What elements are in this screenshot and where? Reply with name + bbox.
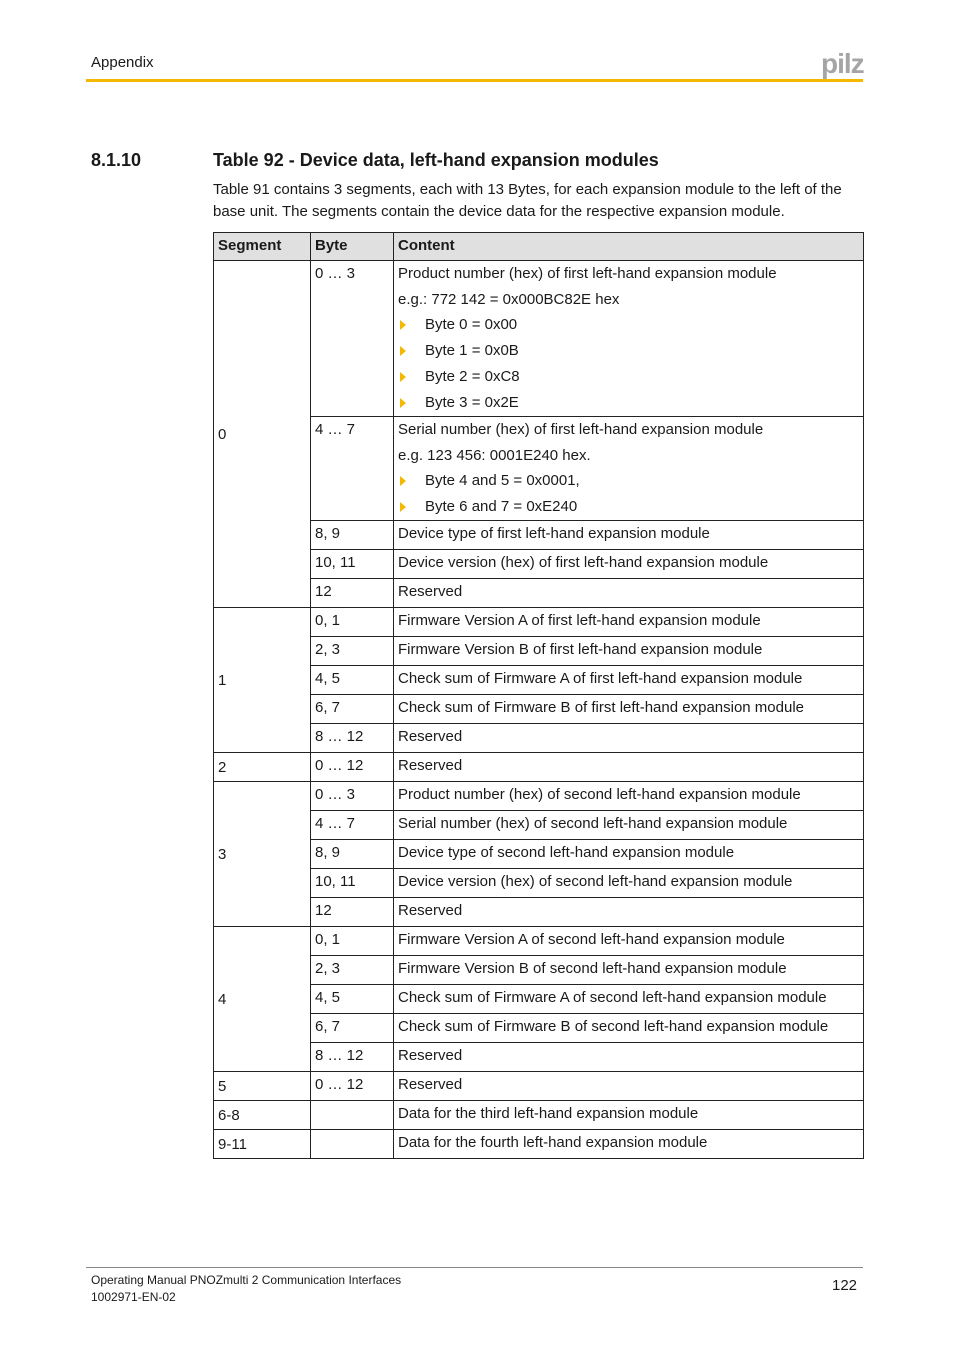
- bullet-arrow-icon: [400, 398, 406, 408]
- byte-cell: 8, 9: [311, 521, 394, 550]
- table-row: [214, 927, 864, 956]
- content-line: Firmware Version B of first left-hand expansion module: [398, 641, 763, 658]
- byte-cell: 4 … 7: [311, 417, 394, 521]
- content-cell: [394, 637, 864, 666]
- table-row: [214, 1130, 864, 1159]
- table-row: [214, 811, 864, 840]
- bullet-text: Byte 3 = 0x2E: [425, 394, 519, 411]
- bullet-arrow-icon: [400, 372, 406, 382]
- content-cell: [394, 811, 864, 840]
- content-cell: [394, 869, 864, 898]
- content-cell: [394, 898, 864, 927]
- content-line: Device type of second left-hand expansion module: [398, 844, 735, 861]
- content-line: Device type of first left-hand expansion module: [398, 525, 710, 542]
- bullet-item: [398, 468, 859, 494]
- bullet-arrow-icon: [400, 476, 406, 486]
- footer-doc-number: 1002971-EN-02: [91, 1290, 176, 1304]
- content-cell: [394, 550, 864, 579]
- byte-cell: 2, 3: [311, 956, 394, 985]
- content-cell: [394, 753, 864, 782]
- content-cell: [394, 1043, 864, 1072]
- content-line: Firmware Version B of second left-hand expansion module: [398, 960, 787, 977]
- content-cell: [394, 417, 864, 521]
- content-cell: [394, 1130, 864, 1159]
- table-row: [214, 579, 864, 608]
- content-cell: [394, 1072, 864, 1101]
- content-line: Data for the fourth left-hand expansion module: [398, 1134, 708, 1151]
- table-row: [214, 782, 864, 811]
- content-cell: [394, 666, 864, 695]
- header-content: Content: [394, 233, 864, 261]
- segment-cell: 2: [214, 753, 311, 782]
- byte-cell: 12: [311, 898, 394, 927]
- bullet-item: [398, 390, 859, 416]
- byte-cell: 10, 11: [311, 869, 394, 898]
- bullet-arrow-icon: [400, 502, 406, 512]
- content-cell: [394, 579, 864, 608]
- content-line: Reserved: [398, 757, 463, 774]
- content-line: Serial number (hex) of second left-hand expansion module: [398, 815, 788, 832]
- table-row: [214, 898, 864, 927]
- section-title: Table 92 - Device data, left-hand expansion modules: [213, 150, 659, 170]
- content-cell: [394, 1014, 864, 1043]
- table-row: [214, 1101, 864, 1130]
- segment-cell: 5: [214, 1072, 311, 1101]
- content-line: Firmware Version A of second left-hand expansion module: [398, 931, 785, 948]
- header-segment: Segment: [214, 233, 311, 261]
- content-cell: [394, 840, 864, 869]
- segment-cell: 9-11: [214, 1130, 311, 1159]
- table-row: [214, 608, 864, 637]
- byte-cell: 6, 7: [311, 695, 394, 724]
- bullet-item: [398, 494, 859, 520]
- content-line: Reserved: [398, 583, 463, 600]
- content-line: Reserved: [398, 902, 463, 919]
- content-cell: [394, 724, 864, 753]
- byte-cell: 8 … 12: [311, 724, 394, 753]
- content-line: Check sum of Firmware B of second left-hand expansion module: [398, 1018, 829, 1035]
- table-row: [214, 840, 864, 869]
- content-line: Check sum of Firmware A of second left-hand expansion module: [398, 989, 827, 1006]
- segment-cell: 3: [214, 782, 311, 927]
- device-data-table: [213, 232, 864, 1159]
- table-row: [214, 1043, 864, 1072]
- content-cell: [394, 927, 864, 956]
- bullet-text: Byte 1 = 0x0B: [425, 342, 519, 359]
- table-row: [214, 724, 864, 753]
- segment-cell: 1: [214, 608, 311, 753]
- byte-cell: 4 … 7: [311, 811, 394, 840]
- intro-text: Table 91 contains 3 segments, each with 13 Bytes, for each expansion module to the left of the base unit. The segments contain the device data for the respective expansion module.: [213, 181, 842, 220]
- segment-cell: 0: [214, 261, 311, 608]
- content-line: Reserved: [398, 1076, 463, 1093]
- table-row: [214, 261, 864, 417]
- table-row: [214, 695, 864, 724]
- content-cell: [394, 695, 864, 724]
- content-line: e.g.: 772 142 = 0x000BC82E hex: [398, 291, 620, 308]
- byte-cell: [311, 1101, 394, 1130]
- table-row: [214, 1014, 864, 1043]
- header-divider: [86, 79, 863, 82]
- byte-cell: 10, 11: [311, 550, 394, 579]
- content-line: Data for the third left-hand expansion module: [398, 1105, 699, 1122]
- table-row: [214, 956, 864, 985]
- byte-cell: 0 … 12: [311, 753, 394, 782]
- table-row: [214, 869, 864, 898]
- content-line: Check sum of Firmware A of first left-hand expansion module: [398, 670, 803, 687]
- segment-cell: 6-8: [214, 1101, 311, 1130]
- content-line: Product number (hex) of first left-hand expansion module: [398, 265, 777, 282]
- content-cell: [394, 608, 864, 637]
- footer-manual-title: Operating Manual PNOZmulti 2 Communication Interfaces: [91, 1273, 402, 1287]
- segment-cell: 4: [214, 927, 311, 1072]
- content-cell: [394, 261, 864, 417]
- bullet-text: Byte 4 and 5 = 0x0001,: [425, 472, 580, 489]
- header-section: Appendix: [91, 54, 154, 71]
- byte-cell: 0 … 3: [311, 782, 394, 811]
- byte-cell: 8, 9: [311, 840, 394, 869]
- content-line: Firmware Version A of first left-hand expansion module: [398, 612, 761, 629]
- content-line: e.g. 123 456: 0001E240 hex.: [398, 447, 591, 464]
- bullet-text: Byte 2 = 0xC8: [425, 368, 520, 385]
- byte-cell: 8 … 12: [311, 1043, 394, 1072]
- content-line: Reserved: [398, 1047, 463, 1064]
- bullet-item: [398, 338, 859, 364]
- byte-cell: 6, 7: [311, 1014, 394, 1043]
- table-row: [214, 1072, 864, 1101]
- byte-cell: 0 … 12: [311, 1072, 394, 1101]
- footer-divider: [86, 1267, 863, 1268]
- content-line: Serial number (hex) of first left-hand expansion module: [398, 421, 764, 438]
- content-line: Device version (hex) of second left-hand expansion module: [398, 873, 793, 890]
- byte-cell: 0, 1: [311, 927, 394, 956]
- content-cell: [394, 521, 864, 550]
- content-line: Check sum of Firmware B of first left-hand expansion module: [398, 699, 805, 716]
- byte-cell: 4, 5: [311, 985, 394, 1014]
- section-number: 8.1.10: [91, 150, 142, 170]
- content-line: Device version (hex) of first left-hand expansion module: [398, 554, 769, 571]
- header-byte: Byte: [311, 233, 394, 261]
- table-row: [214, 417, 864, 521]
- content-cell: [394, 782, 864, 811]
- table-row: [214, 521, 864, 550]
- byte-cell: 4, 5: [311, 666, 394, 695]
- content-cell: [394, 985, 864, 1014]
- bullet-arrow-icon: [400, 320, 406, 330]
- content-cell: [394, 1101, 864, 1130]
- content-line: Product number (hex) of second left-hand expansion module: [398, 786, 801, 803]
- table-row: [214, 985, 864, 1014]
- bullet-item: [398, 312, 859, 338]
- table-row: [214, 666, 864, 695]
- bullet-arrow-icon: [400, 346, 406, 356]
- byte-cell: 2, 3: [311, 637, 394, 666]
- bullet-item: [398, 364, 859, 390]
- byte-cell: [311, 1130, 394, 1159]
- byte-cell: 0, 1: [311, 608, 394, 637]
- bullet-text: Byte 6 and 7 = 0xE240: [425, 498, 578, 515]
- bullet-text: Byte 0 = 0x00: [425, 316, 518, 333]
- byte-cell: 0 … 3: [311, 261, 394, 417]
- table-row: [214, 637, 864, 666]
- content-line: Reserved: [398, 728, 463, 745]
- page-number: 122: [832, 1277, 858, 1294]
- table-row: [214, 753, 864, 782]
- pilz-logo: pilz: [821, 48, 864, 79]
- content-cell: [394, 956, 864, 985]
- table-row: [214, 550, 864, 579]
- byte-cell: 12: [311, 579, 394, 608]
